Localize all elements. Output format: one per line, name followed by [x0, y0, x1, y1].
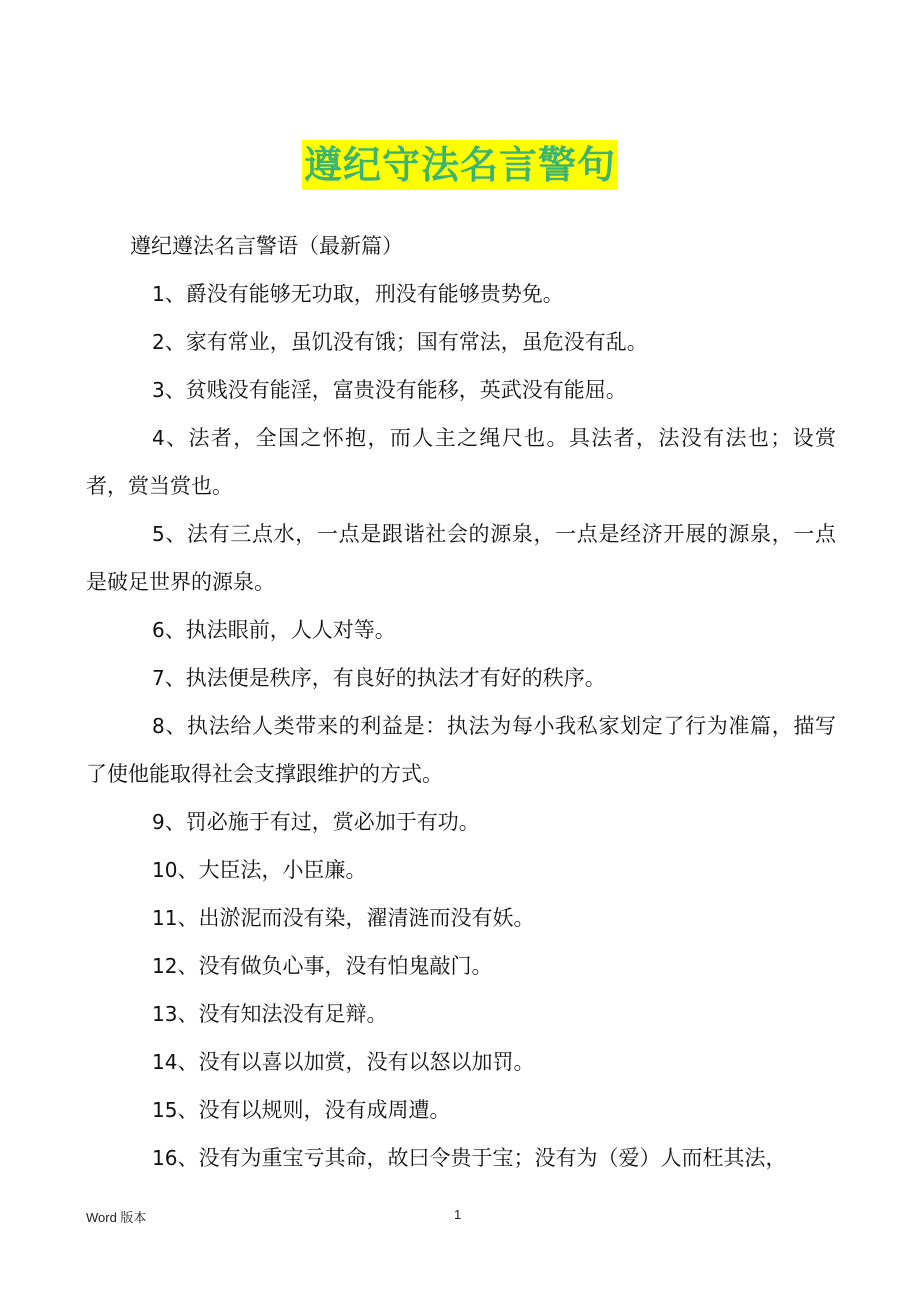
quote-list — [86, 270, 836, 1182]
document-subtitle: 遵纪遵法名言警语（最新篇） — [130, 234, 403, 258]
list-item — [86, 366, 836, 414]
list-item-number: 5 — [152, 522, 165, 546]
list-item-number: 7 — [152, 666, 165, 690]
list-item — [86, 894, 836, 942]
list-item — [86, 318, 836, 366]
list-item — [86, 990, 836, 1038]
document-body — [86, 222, 836, 1182]
list-item-text: 、法有三点水，一点是跟谐社会的源泉，一点是经济开展的源泉，一点是破足世界的源泉。 — [86, 522, 836, 594]
list-item — [86, 798, 836, 846]
list-item-text: 、没有以喜以加赏，没有以怒以加罚。 — [177, 1050, 535, 1074]
list-item-number: 2 — [152, 330, 165, 354]
list-item-number: 14 — [152, 1050, 178, 1074]
list-item — [86, 846, 836, 894]
list-item — [86, 702, 836, 798]
list-item-number: 11 — [152, 906, 178, 930]
list-item-text: 、没有以规则，没有成周遭。 — [177, 1098, 451, 1122]
list-item-text: 、出淤泥而没有染，濯清涟而没有妖。 — [177, 906, 535, 930]
list-item — [86, 606, 836, 654]
list-item-number: 13 — [152, 1002, 178, 1026]
list-item-text: 、没有为重宝亏其命，故曰令贵于宝；没有为（爱）人而枉其法， — [177, 1146, 787, 1170]
list-item-number: 16 — [152, 1146, 178, 1170]
list-item-text: 、家有常业，虽饥没有饿；国有常法，虽危没有乱。 — [164, 330, 648, 354]
list-item — [86, 654, 836, 702]
list-item-text: 、大臣法，小臣廉。 — [177, 858, 367, 882]
list-item-text: 、没有做负心事，没有怕鬼敲门。 — [177, 954, 493, 978]
list-item — [86, 942, 836, 990]
list-item-number: 12 — [152, 954, 178, 978]
list-item-number: 10 — [152, 858, 178, 882]
page-title: 遵纪守法名言警句 — [302, 140, 618, 190]
list-item — [86, 270, 836, 318]
list-item-text: 、贫贱没有能淫，富贵没有能移，英武没有能屈。 — [164, 378, 627, 402]
list-item-text: 、执法便是秩序，有良好的执法才有好的秩序。 — [164, 666, 606, 690]
list-item-text: 、法者，全国之怀抱，而人主之绳尺也。具法者，法没有法也；设赏者，赏当赏也。 — [86, 426, 836, 498]
list-item-number: 4 — [152, 426, 165, 450]
list-item-number: 6 — [152, 618, 165, 642]
list-item — [86, 1038, 836, 1086]
list-item-number: 15 — [152, 1098, 178, 1122]
list-item-text: 、爵没有能够无功取，刑没有能够贵势免。 — [164, 282, 564, 306]
list-item-text: 、执法眼前，人人对等。 — [164, 618, 396, 642]
list-item-number: 3 — [152, 378, 165, 402]
list-item-text: 、罚必施于有过，赏必加于有功。 — [164, 810, 480, 834]
title-wrap — [0, 140, 920, 190]
footer-version-label: Word 版本 — [86, 1210, 147, 1225]
list-item — [86, 510, 836, 606]
list-item-number: 8 — [152, 714, 165, 738]
list-item-number: 1 — [152, 282, 165, 306]
list-item — [86, 1134, 836, 1182]
list-item-number: 9 — [152, 810, 165, 834]
list-item — [86, 1086, 836, 1134]
list-item — [86, 414, 836, 510]
list-item-text: 、执法给人类带来的利益是：执法为每小我私家划定了行为准篇，描写了使他能取得社会支撑跟维护的方式。 — [86, 714, 836, 786]
footer-page-number: 1 — [454, 1207, 462, 1222]
list-item-text: 、没有知法没有足辩。 — [177, 1002, 388, 1026]
